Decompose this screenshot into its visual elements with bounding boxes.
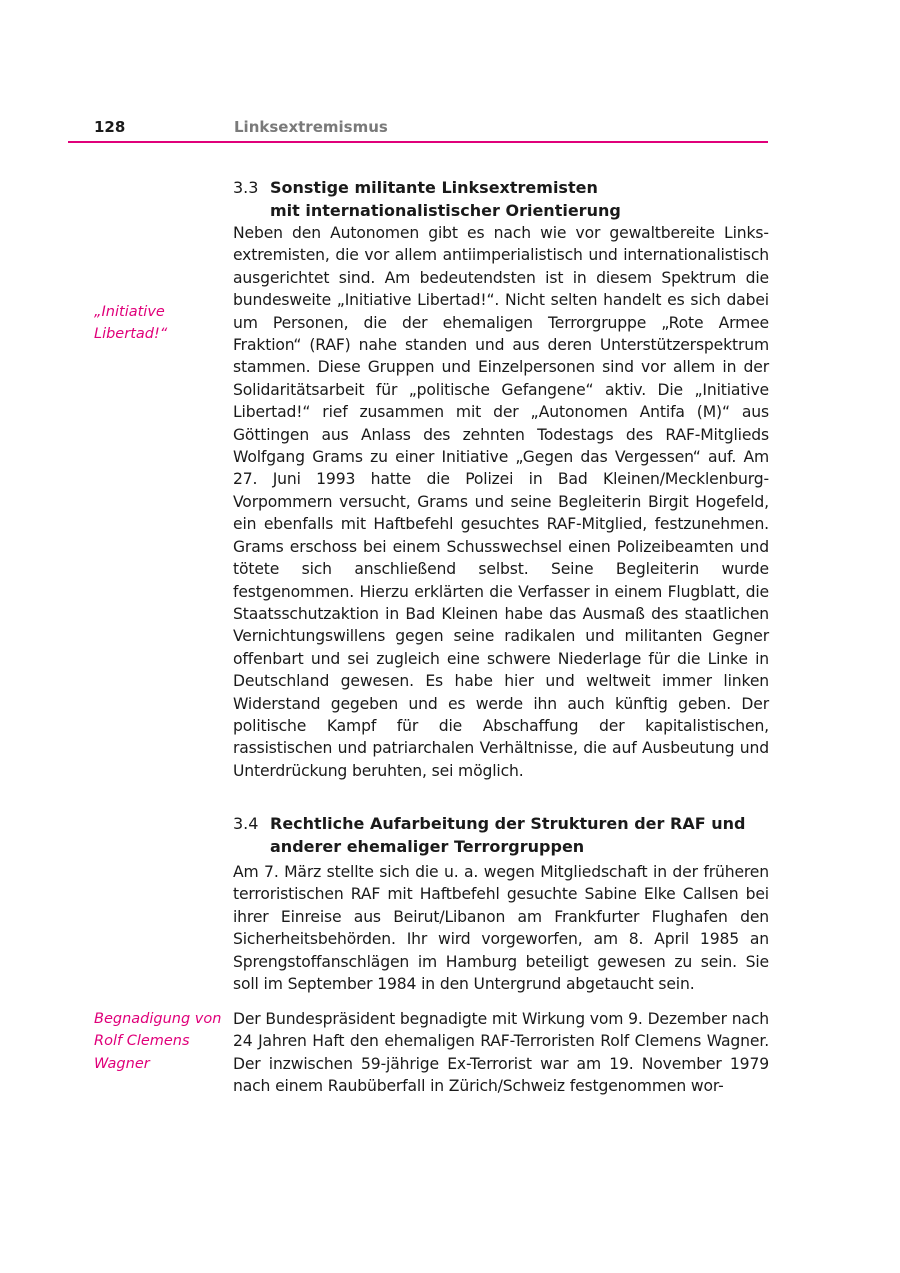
margin-note-initiative-libertad [94, 301, 224, 346]
paragraph-3-4-callsen: Am 7. März stellte sich die u. a. wegen Mitgliedschaft in der früheren terroristischen RAF mit Haftbefehl gesuchte Sabine Elke Callsen bei ihrer Einreise aus Beirut/Libanon am Frankfurter Flughafen den Sicherheitsbehörden. Ihr wird vorgeworfen, am 8. April 1985 an Sprengstoffanschlägen im Hamburg beteiligt gewesen zu sein. Sie soll im September 1984 in den Untergrund abgetaucht sein. [233, 863, 769, 994]
section-title-line: Sonstige militante Linksextremisten [270, 178, 598, 197]
paragraph-3-4-wagner: Der Bundespräsident begnadigte mit Wirkung vom 9. Dezember nach 24 Jahren Haft den ehemaligen RAF-Terroristen Rolf Clemens Wagner. Der inzwischen 59-jährige Ex-Terrorist war am 19. November 1979 nach einem Raubüberfall in Zürich/Schweiz festgenommen wor- [233, 1010, 769, 1096]
margin-note-begnadigung [94, 1008, 224, 1075]
section-number: 3.3 [233, 178, 259, 197]
margin-note-line: Libertad!“ [94, 326, 168, 343]
header-rule [68, 141, 768, 143]
margin-note-line: Begnadigung von [94, 1011, 222, 1027]
section-heading-3-4 [233, 812, 773, 858]
page-header [68, 116, 768, 142]
section-number: 3.4 [233, 814, 259, 833]
running-title: Linksextremismus [234, 118, 388, 136]
section-title-line: anderer ehemaliger Terrorgruppen [270, 837, 585, 856]
section-title-line: mit internationalistischer Orientierung [270, 201, 621, 220]
section-heading-3-3 [233, 176, 773, 222]
paragraph-3-3: Neben den Autonomen gibt es nach wie vor gewaltbereite Linksextremisten, die vor allem antiimperialistisch und internationalistisch ausgerichtet sind. Am bedeutendsten ist in diesem Spektrum die bundesweite „Initiative Libertad!“. Nicht selten handelt es sich dabei um Personen, die der ehemaligen Terrorgruppe „Rote Armee Fraktion“ (RAF) nahe standen und aus deren Unterstützerspektrum stammen. Diese Gruppen und Einzelpersonen sind vor allem in der Solidaritätsarbeit für „politische Gefangene“ aktiv. Die „Initiative Libertad!“ rief zusammen mit der „Autonomen Antifa (M)“ aus Göttingen aus Anlass des zehnten Todestags des RAF-Mitglieds Wolfgang Grams zu einer Initiative „Gegen das Vergessen“ auf. Am 27. Juni 1993 hatte die Polizei in Bad Kleinen/Mecklenburg-Vorpommern versucht, Grams und seine Begleiterin Birgit Hogefeld, ein ebenfalls mit Haftbefehl gesuchtes RAF-Mitglied, festzunehmen. Grams erschoss bei einem Schusswechsel einen Polizeibeamten und tötete sich anschließend selbst. Seine Begleiterin wurde festgenommen. Hierzu erklärten die Verfasser in einem Flugblatt, die Staatsschutzaktion in Bad Kleinen habe das Ausmaß des staatlichen Vernichtungswillens gegen seine radikalen und militanten Gegner offenbart und sei zugleich eine schwere Niederlage für die Linke in Deutschland gewesen. Es habe hier und weltweit immer linken Widerstand gegeben und es werde ihn auch künftig geben. Der politische Kampf für die Abschaffung der kapitalistischen, rassistischen und patriarchalen Verhältnisse, die auf Ausbeutung und Unterdrückung beruhten, sei möglich. [233, 224, 769, 780]
margin-note-line: Wagner [94, 1055, 150, 1072]
page-number: 128 [94, 118, 126, 136]
section-title-line: Rechtliche Aufarbeitung der Strukturen der RAF und [270, 814, 746, 833]
margin-note-line: „Initiative [94, 304, 165, 320]
margin-note-line: Rolf Clemens [94, 1033, 190, 1050]
